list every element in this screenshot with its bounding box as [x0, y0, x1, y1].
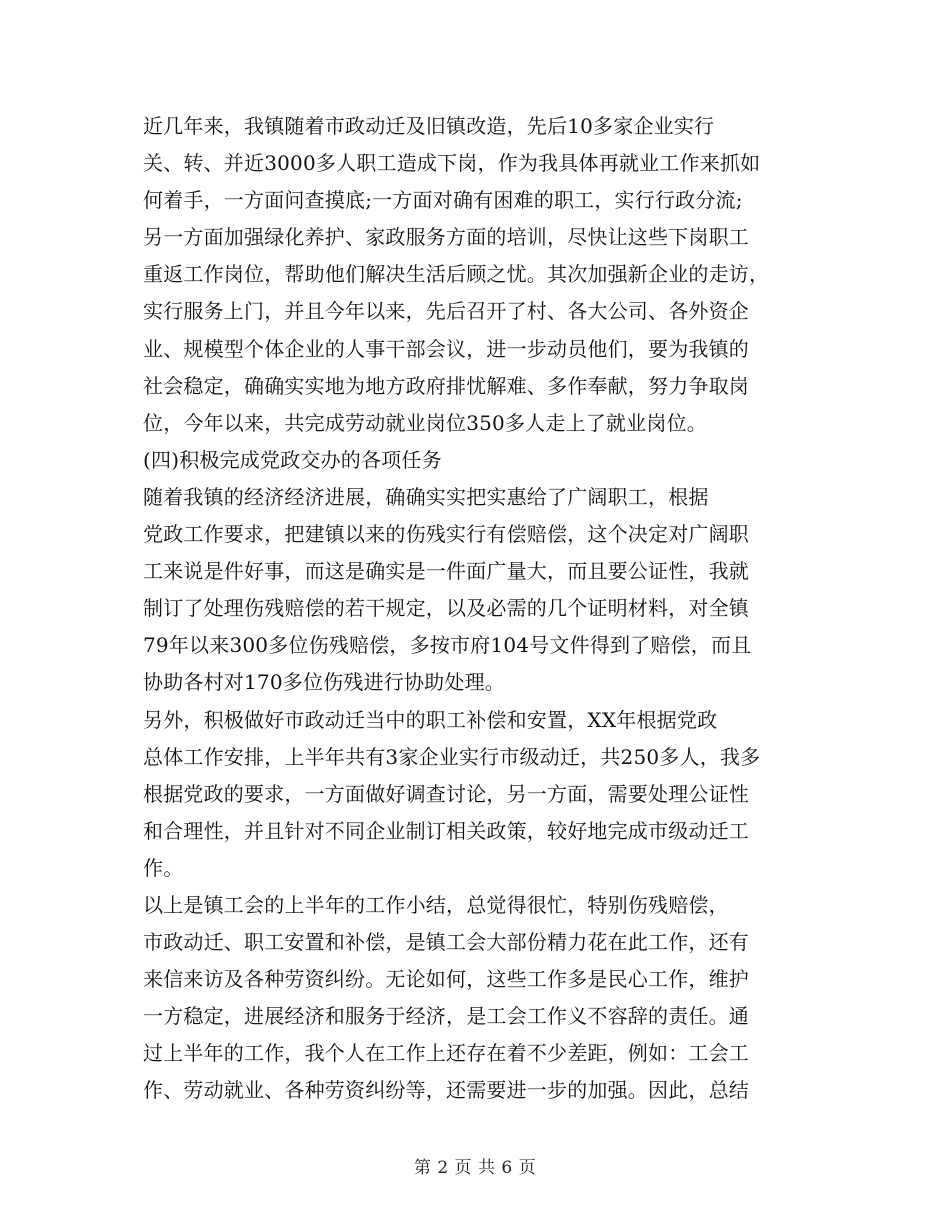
text-line: 重返工作岗位，帮助他们解决生活后顾之忧。其次加强新企业的走访， — [143, 262, 770, 287]
text-line: 作、劳动就业、各种劳资纠纷等，还需要进一步的加强。因此，总结 — [143, 1078, 749, 1103]
text-line: 社会稳定，确确实实地为地方政府排忧解难、多作奉献，努力争取岗 — [143, 373, 749, 398]
text-line: 另一方面加强绿化养护、家政服务方面的培训，尽快让这些下岗职工 — [143, 225, 749, 250]
text-line: 来信来访及各种劳资纠纷。无论如何，这些工作多是民心工作，维护 — [143, 967, 749, 992]
text-line: 一方稳定，进展经济和服务于经济，是工会工作义不容辞的责任。通 — [143, 1004, 749, 1029]
text-line: 协助各村对170多位伤残进行协助处理。 — [143, 670, 505, 695]
text-line: 近几年来，我镇随着市政动迁及旧镇改造，先后10多家企业实行 — [143, 114, 715, 138]
text-line: 何着手，一方面问查摸底;一方面对确有困难的职工，实行行政分流; — [143, 188, 743, 213]
text-line: 过上半年的工作，我个人在工作上还存在着不少差距，例如：工会工 — [143, 1041, 749, 1066]
text-line: 工来说是件好事，而这是确实是一件面广量大，而且要公证性，我就 — [143, 559, 749, 584]
text-line: 关、转、并近3000多人职工造成下岗，作为我具体再就业工作来抓如 — [143, 151, 761, 176]
page-number-footer: 第 2 页 共 6 页 — [413, 1158, 537, 1178]
text-line: 制订了处理伤残赔偿的若干规定，以及必需的几个证明材料，对全镇 — [143, 596, 749, 621]
text-line: 79年以来300多位伤残赔偿，多按市府104号文件得到了赔偿，而且 — [143, 633, 752, 658]
text-line: 市政动迁、职工安置和补偿，是镇工会大部份精力花在此工作，还有 — [143, 930, 749, 955]
text-line: 另外，积极做好市政动迁当中的职工补偿和安置，XX年根据党政 — [143, 707, 718, 732]
text-line: 作。 — [143, 855, 184, 880]
document-body — [143, 108, 813, 1110]
text-line: 位，今年以来，共完成劳动就业岗位350多人走上了就业岗位。 — [143, 410, 707, 435]
section-heading: (四)积极完成党政交办的各项任务 — [143, 447, 442, 472]
text-line: 总体工作安排，上半年共有3家企业实行市级动迁，共250多人，我多 — [143, 744, 761, 769]
text-line: 以上是镇工会的上半年的工作小结，总觉得很忙，特别伤残赔偿， — [143, 892, 729, 917]
text-line: 随着我镇的经济经济进展，确确实实把实惠给了广阔职工，根据 — [143, 484, 709, 509]
text-line: 和合理性，并且针对不同企业制订相关政策，较好地完成市级动迁工 — [143, 818, 749, 843]
text-line: 根据党政的要求，一方面做好调查讨论，另一方面，需要处理公证性 — [143, 781, 749, 806]
text-line: 党政工作要求，把建镇以来的伤残实行有偿赔偿，这个决定对广阔职 — [143, 522, 749, 547]
text-line: 实行服务上门，并且今年以来，先后召开了村、各大公司、各外资企 — [143, 299, 749, 324]
text-line: 业、规模型个体企业的人事干部会议，进一步动员他们，要为我镇的 — [143, 336, 749, 361]
